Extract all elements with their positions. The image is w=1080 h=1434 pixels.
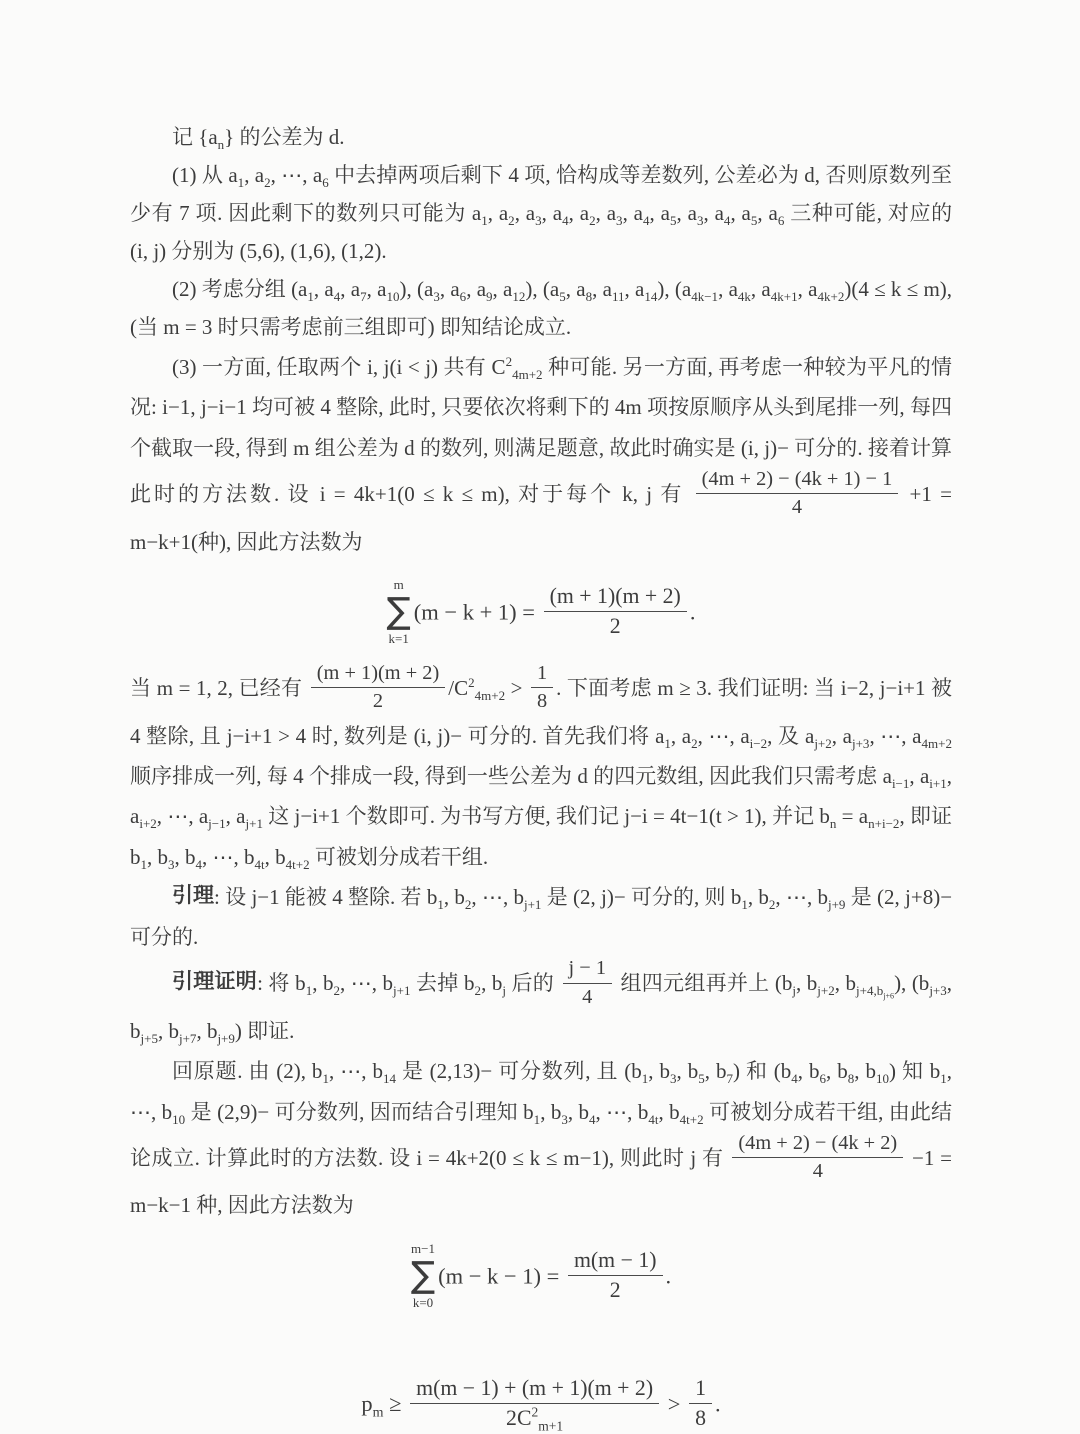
equation-fraction (541, 583, 690, 641)
fraction-denominator: 4 (582, 985, 593, 1008)
inline-fraction (528, 661, 556, 715)
sum-lower-limit: k=0 (412, 1294, 434, 1310)
paragraph-part2: (2) 考虑分组 ($a_1$, $a_4$, $a_7$, $a_{10}$), ($a_3$, $a_6$, $a_9$, $a_{12}$), ($a_5$, $a_8$, $a_{11}$, $a_{14}$), ($a_{4k-1}$, $a_{4k}$, $a_{4k+1}$, $a_{4k+2})(4 \le k \le m)$, (当 m = 3 时只需考虑前三组即可) 即知结论成立. (130, 277, 953, 339)
sum-lower-limit: k=1 (388, 630, 409, 646)
paragraph-part3 (130, 346, 952, 561)
summation-symbol (411, 1241, 435, 1311)
sum-upper-limit: m−1 (411, 1240, 435, 1256)
fraction-denominator: $2C^2_{m+1}$ (506, 1404, 564, 1434)
paragraph-lemma (130, 876, 952, 956)
equation-body: (m − k + 1) = (413, 599, 541, 625)
fraction-numerator: (4m + 2) − (4k + 1) − 1 (696, 467, 899, 494)
fraction-denominator: 2 (372, 690, 384, 713)
paragraph-lemma-proof (130, 956, 952, 1050)
fraction-numerator: 1 (531, 661, 553, 688)
fraction-numerator: j − 1 (563, 956, 613, 983)
sum-upper-limit: m (393, 576, 404, 592)
case-text-3: . 下面考虑 m ≥ 3. 我们证明: 当 i−2, j−i+1 被 4 整除, 且 j−i+1 > 4 时, 数列是 (i, j)− 可分的. 首先我们将 $a_1$, $a_2$, ⋯, $a_{i-2}$, 及 $a_{j+2}$, $a_{j+3}$, ⋯, $a_{4m+2}$ 顺序排成一列, 每 4 个排成一段, 得到一些公差为 d 的四元数组, 因此我们只需考虑 $a_{i-1}$, $a_{i+1}$, $a_{i+2}$, ⋯, $a_{j-1}$, $a_{j+1}$ 这 j−i+1 个数即可. 为书写方便, 我们记 j−i = 4t−1(t > 1), 并记 $b_n = a_{n+i-2}$, 即证 $b_1$, $b_3$, $b_4$, ⋯, $b_{4t}$, $b_{4t+2}$ 可被划分成若干组. (130, 675, 952, 872)
paragraph-back-to-problem (130, 1050, 952, 1225)
fraction-denominator: 8 (536, 690, 548, 713)
paragraph-intro: 记 $\{a_n\}$ 的公差为 d. (172, 125, 345, 153)
equation-period: . (665, 1263, 672, 1289)
inline-fraction (560, 956, 616, 1010)
equation-body: (m − k − 1) = (438, 1263, 565, 1289)
fraction-numerator: (m + 1)(m + 2) (544, 583, 687, 612)
equation-period: . (689, 599, 696, 625)
lemma-proof-text-2: 组四元组再并上 ($b_j$, $b_{j+2}$, $b_{j+4,b_{j+6}}$), ($b_{j+3}$, $b_{j+5}$, $b_{j+7}$, $b_{j+9}$) 即证. (130, 971, 953, 1047)
paragraph-part1: (1) 从 $a_1$, $a_2$, ⋯, $a_6$ 中去掉两项后剩下 4 项, 恰构成等差数列, 公差必为 d, 否则原数列至少有 7 项. 因此剩下的数列只可能为 $a_1$, $a_2$, $a_3$, $a_4$, $a_2$, $a_3$, $a_4$, $a_5$, $a_3$, $a_4$, $a_5$, $a_6$ 三种可能, 对应的 (i, j) 分别为 (5,6), (1,6), (1,2). (130, 163, 953, 263)
fraction-numerator: (4m + 2) − (4k + 2) (732, 1131, 903, 1158)
fraction-denominator: 4 (812, 1160, 823, 1183)
equation-period: . (714, 1391, 721, 1417)
equation-fraction (407, 1375, 662, 1433)
part3-text-pre: (3) 一方面, 任取两个 i, j(i < j) 共有 $C^2_{4m+2}$ 种可能. 另一方面, 再考虑一种较为平凡的情况: i−1, j−i−1 均可被 4 整除, 此时, 只要依次将剩下的 4m 项按原顺序从头到尾排一列, 每四个截取一段, 得到 m 组公差为 d 的数列, 则满足题意, 故此时确实是 (i, j)− 可分的. 接着计算此时的方法数. 设 i = 4k+1(0 ≤ k ≤ m), 对于每个 k, j 有 (130, 354, 952, 506)
lemma-text: : 设 j−1 能被 4 整除. 若 $b_1$, $b_2$, ⋯, $b_{j+1}$ 是 (2, j)− 可分的, 则 $b_1$, $b_2$, ⋯, $b_{j+9}$ 是 (2, j+8)− 可分的. (130, 884, 953, 950)
case-text-1: 当 m = 1, 2, 已经有 (130, 675, 308, 700)
fraction-denominator: 8 (695, 1406, 706, 1431)
fraction-numerator: 1 (689, 1375, 712, 1404)
equation-fraction-eighth (686, 1375, 715, 1433)
sigma-icon: ∑ (386, 590, 411, 632)
lemma-label: 引理 (172, 882, 215, 907)
display-equation-sum1 (130, 577, 952, 647)
summation-symbol (387, 577, 411, 647)
fraction-denominator: 4 (791, 496, 803, 519)
paragraph-case-m12 (130, 661, 952, 876)
back-text-1: 回原题. 由 (2), $b_1$, ⋯, $b_{14}$ 是 (2,13)− 可分数列, 且 ($b_1$, $b_3$, $b_5$, $b_7$) 和 ($b_4$, $b_6$, $b_8$, $b_{10}$) 知 $b_1$, ⋯, $b_{10}$ 是 (2,9)− 可分数列, 因而结合引理知 $b_1$, $b_3$, $b_4$, ⋯, $b_{4t}$, $b_{4t+2}$ 可被划分成若干组, 由此结论成立. 计算此时的方法数. 设 i = 4k+2(0 ≤ k ≤ m−1), 则此时 j 有 (130, 1059, 953, 1170)
sigma-icon: ∑ (410, 1254, 436, 1296)
case-text-2: $/C^2_{4m+2}$ > (448, 674, 528, 704)
lemma-proof-label: 引理证明 (172, 968, 258, 993)
equation-relation: > (662, 1391, 687, 1417)
lemma-proof-text-1: : 将 $b_1$, $b_2$, ⋯, $b_{j+1}$ 去掉 $b_2$, $b_j$ 后的 (257, 971, 560, 999)
back-text-2: −1 = m−k−1 种, 因此方法数为 (130, 1145, 952, 1218)
inline-fraction (729, 1131, 906, 1185)
equation-fraction (565, 1247, 666, 1305)
fraction-numerator: m(m − 1) + (m + 1)(m + 2) (410, 1375, 659, 1404)
display-equation-probability (130, 1375, 952, 1433)
fraction-numerator: m(m − 1) (568, 1247, 663, 1276)
part3-text-post: +1 = m−k+1(种), 因此方法数为 (130, 481, 952, 554)
display-equation-sum2 (130, 1241, 952, 1311)
inline-fraction (308, 661, 448, 715)
equation-lhs: $p_m$ ≥ (361, 1391, 408, 1421)
fraction-numerator: (m + 1)(m + 2) (311, 661, 445, 688)
inline-fraction (693, 467, 902, 521)
fraction-denominator: 2 (609, 1278, 621, 1303)
fraction-denominator: 2 (609, 614, 621, 639)
